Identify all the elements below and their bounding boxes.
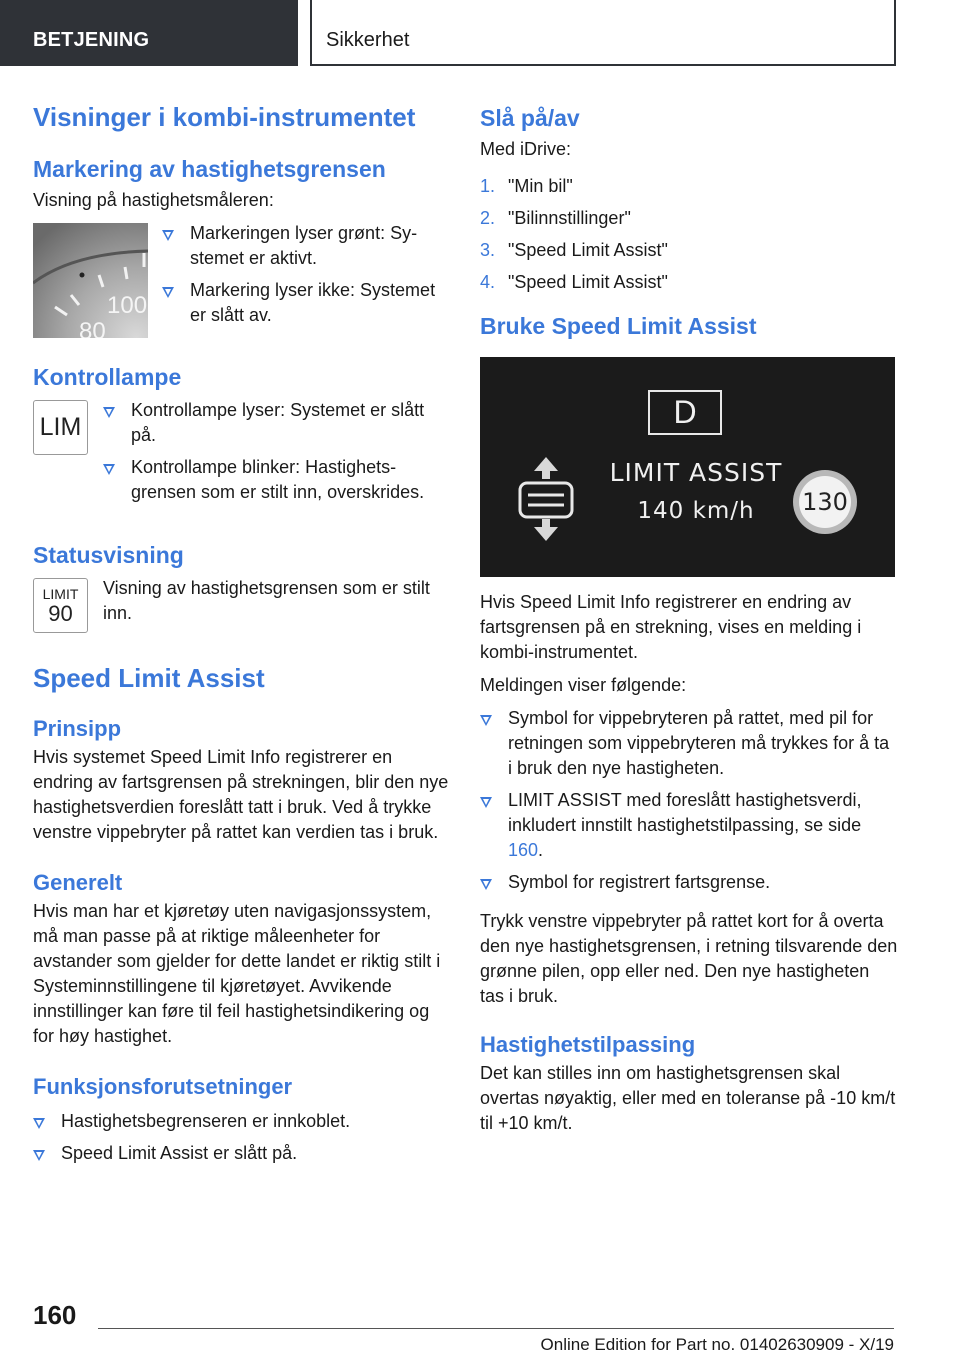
lim-indicator-icon: LIM [33,400,88,455]
list-item: Symbol for vippebryteren på rattet, med pil for retningen som vippebryteren må trykkes for å ta i bruk den nye hastigheten. [480,706,898,781]
limit-assist-label: LIMIT ASSIST [609,458,783,487]
use-paragraph-1: Hvis Speed Limit Info registrerer en endring av fartsgrensen på en strekning, vises en melding i kombi-instrumentet. [480,592,862,662]
page-reference-link[interactable]: 160 [508,840,539,860]
use-heading: Bruke Speed Limit Assist [480,313,757,339]
onoff-steps [480,174,898,295]
indicator-row [33,400,451,512]
list-item: 2. "Bilinnstillinger" [480,208,631,228]
tolerance-text: Det kan stilles inn om hastighetsgrensen skal overtas nøyaktig, eller med en toleranse på -10 km/t til +10 km/t. [480,1063,896,1133]
gear-indicator: D [648,390,722,435]
list-item: 4. "Speed Limit Assist" [480,272,668,292]
chapter-tab [310,0,896,66]
requirements-heading: Funksjonsforutsetninger [33,1074,293,1099]
edition-note: Online Edition for Part no. 01402630909 - X/19 [540,1335,894,1354]
section-tab [0,0,298,66]
list-item: Symbol for registrert fartsgrense. [480,870,898,895]
list-item: Kontrollampe lyser: Systemet er slått på. [103,398,441,448]
indicator-bullets [103,398,441,512]
triangle-bullet-icon [33,1118,45,1129]
limit-assist-display [480,357,895,577]
use-paragraph-3: Trykk venstre vippebryter på rattet kort for å overta den nye hastighetsgrensen, i retning tilsvarende den grønne pilen, opp eller ned. Den nye hastigheten tas i bruk. [480,911,898,1006]
chapter-label: Sikkerhet [326,29,410,51]
triangle-bullet-icon [480,797,492,808]
principle-heading: Prinsipp [33,716,122,741]
principle-text: Hvis systemet Speed Limit Info registrerer en endring av fartsgrensen på strekningen, blir den nye hastighetsverdien foreslått tatt i bruk. Ved å trykke venstre vippebryter på rattet kan verdien tas i bruk. [33,747,449,842]
sla-title: Speed Limit Assist [33,663,265,693]
requirements-bullets [33,1109,451,1166]
speed-limit-sign-icon [793,470,857,534]
triangle-bullet-icon [103,464,115,475]
status-text: Visning av hastighetsgrensen som er stilt inn. [103,578,430,623]
gauge-label-100: 100 [107,292,148,319]
triangle-bullet-icon [103,407,115,418]
gauge-label-80: 80 [79,318,106,338]
left-column [33,100,451,1173]
marking-bullets [162,221,451,335]
list-item: Markeringen lyser grønt: Systemet er aktivt. [162,221,451,271]
list-item: LIMIT ASSIST med foreslått hastighetsverdi, inkludert innstilt hastighetstilpassing, se side 160. [480,788,898,863]
limit-status-icon: LIMIT 90 [33,578,88,633]
marking-intro: Visning på hastighetsmåleren: [33,190,274,210]
triangle-bullet-icon [480,715,492,726]
footer-divider [98,1328,894,1329]
general-heading: Generelt [33,870,123,895]
triangle-bullet-icon [162,230,174,241]
triangle-bullet-icon [480,879,492,890]
indicator-heading: Kontrollampe [33,364,182,390]
status-row [33,578,451,633]
speed-limit-value: 130 [799,476,851,528]
use-bullets [480,706,898,895]
marking-heading: Markering av hastighetsgrensen [33,156,386,182]
speedometer-image [33,223,148,338]
list-item: Markering lyser ikke: Systemet er slått av. [162,278,451,328]
general-text: Hvis man har et kjøretøy uten navigasjonssystem, må man passe på at riktige måleenheter for avstander som gjelder for dette landet er riktig stilt i Systeminnstillingene til kjøretøyet. Avvikende innstillinger kan føre til feil hastighetsindikering og for høy hastighet. [33,901,441,1046]
tolerance-heading: Hastighetstilpassing [480,1032,696,1057]
triangle-bullet-icon [33,1150,45,1161]
list-item: 1. "Min bil" [480,176,573,196]
suggested-speed: 140 km/h [637,498,755,524]
right-column [480,100,898,1136]
rocker-switch-icon [514,453,578,545]
use-paragraph-2: Meldingen viser følgende: [480,675,687,695]
list-item: 3. "Speed Limit Assist" [480,240,668,260]
list-item: Speed Limit Assist er slått på. [33,1141,451,1166]
page-number: 160 [33,1300,77,1330]
triangle-bullet-icon [162,287,174,298]
list-item: Kontrollampe blinker: Hastighetsgrensen som er stilt inn, overskrides. [103,455,441,505]
section-label: BETJENING [33,29,150,51]
status-heading: Statusvisning [33,542,184,568]
onoff-heading: Slå på/av [480,105,580,131]
page-title: Visninger i kombi-instrumentet [33,102,416,132]
marking-row [33,223,451,338]
list-item: Hastighetsbegrenseren er innkoblet. [33,1109,451,1134]
onoff-intro: Med iDrive: [480,139,572,159]
